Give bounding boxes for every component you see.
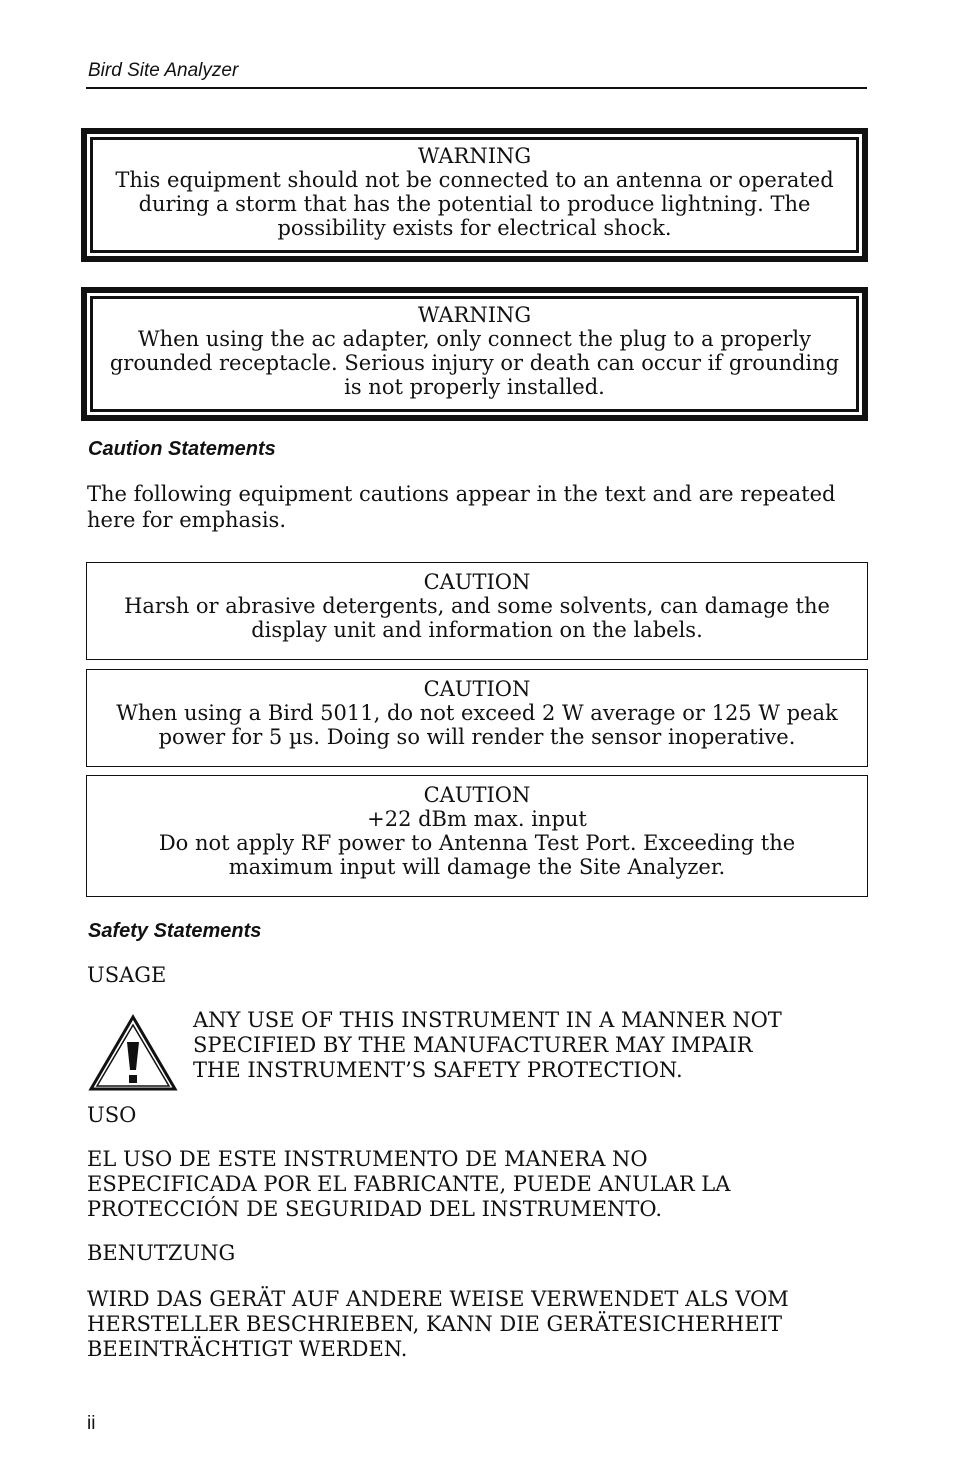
warning-box-inner: [90, 296, 859, 412]
benutzung-text: [87, 1287, 789, 1362]
caution-text-line: maximum input will damage the Site Analyzer.: [228, 855, 726, 879]
warning-text-line: possibility exists for electrical shock.: [277, 216, 672, 240]
uso-text: [87, 1147, 730, 1222]
uso-line: PROTECCIÓN DE SEGURIDAD DEL INSTRUMENTO.: [87, 1197, 663, 1221]
warning-text-line: during a storm that has the potential to produce lightning. The: [138, 192, 811, 216]
caution-text-line: Do not apply RF power to Antenna Test Port. Exceeding the: [158, 831, 796, 855]
warning-text-line: This equipment should not be connected to an antenna or operated: [115, 168, 834, 192]
benutzung-line: HERSTELLER BESCHRIEBEN, KANN DIE GERÄTESICHERHEIT: [87, 1312, 782, 1336]
caution-text-line: power for 5 µs. Doing so will render the sensor inoperative.: [158, 725, 796, 749]
uso-label: USO: [87, 1103, 137, 1127]
warning-box-grounding: [81, 287, 868, 421]
warning-text-line: When using the ac adapter, only connect the plug to a properly: [138, 327, 811, 351]
caution-label: CAUTION: [423, 783, 531, 807]
header-rule: [86, 87, 867, 89]
intro-line: The following equipment cautions appear in the text and are repeated: [87, 482, 836, 506]
uso-line: ESPECIFICADA POR EL FABRICANTE, PUEDE ANULAR LA: [87, 1172, 731, 1196]
caution-label: CAUTION: [423, 677, 531, 701]
intro-line: here for emphasis.: [87, 508, 286, 532]
benutzung-label: BENUTZUNG: [87, 1241, 236, 1265]
page-number: ii: [87, 1413, 96, 1434]
caution-intro-paragraph: [87, 481, 877, 533]
usage-line: SPECIFIED BY THE MANUFACTURER MAY IMPAIR: [193, 1033, 753, 1057]
caution-statements-heading: Caution Statements: [88, 438, 276, 460]
warning-triangle-icon: [88, 1014, 178, 1092]
usage-line: ANY USE OF THIS INSTRUMENT IN A MANNER NOT: [193, 1008, 782, 1032]
caution-box-detergents: [86, 562, 868, 660]
warning-label: WARNING: [417, 303, 532, 327]
benutzung-line: WIRD DAS GERÄT AUF ANDERE WEISE VERWENDET ALS VOM: [87, 1287, 789, 1311]
safety-statements-heading: Safety Statements: [88, 920, 262, 942]
caution-text-line: Harsh or abrasive detergents, and some solvents, can damage the: [124, 594, 830, 618]
usage-line: THE INSTRUMENT’S SAFETY PROTECTION.: [193, 1058, 683, 1082]
usage-label: USAGE: [87, 963, 167, 987]
uso-line: EL USO DE ESTE INSTRUMENTO DE MANERA NO: [87, 1147, 648, 1171]
caution-box-bird-5011: [86, 669, 868, 767]
caution-text-line: When using a Bird 5011, do not exceed 2 W average or 125 W peak: [116, 701, 838, 725]
running-header-title: Bird Site Analyzer: [88, 60, 239, 81]
caution-label: CAUTION: [423, 570, 531, 594]
warning-text-line: is not properly installed.: [344, 375, 605, 399]
warning-box-lightning: [81, 128, 868, 262]
warning-label: WARNING: [417, 144, 532, 168]
usage-text: [193, 1008, 782, 1083]
benutzung-line: BEEINTRÄCHTIGT WERDEN.: [87, 1337, 408, 1361]
caution-text-line: display unit and information on the labels.: [251, 618, 703, 642]
warning-text-line: grounded receptacle. Serious injury or death can occur if grounding: [109, 351, 840, 375]
warning-box-inner: [90, 137, 859, 253]
caution-box-rf-power: [86, 775, 868, 897]
caution-text-line: +22 dBm max. input: [367, 807, 587, 831]
